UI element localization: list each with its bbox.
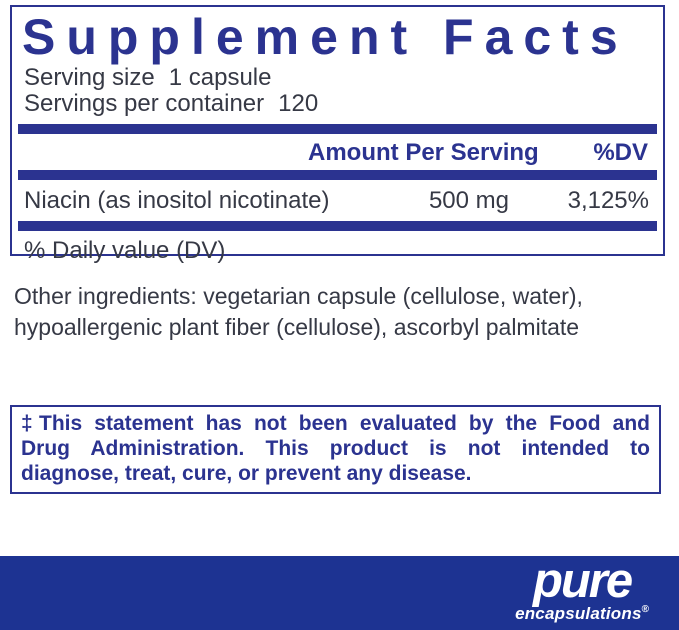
other-ingredients-line-1: Other ingredients: vegetarian capsule (cellulose, water), [14, 283, 583, 309]
serving-size-label: Serving size [24, 64, 155, 91]
disclaimer-line-1: ‡This statement has not been evaluated by the Food and [21, 412, 650, 435]
registered-trademark-icon: ® [641, 604, 649, 615]
serving-size-value: 1 capsule [168, 64, 272, 91]
fda-disclaimer-box [10, 405, 661, 494]
brand-band [0, 556, 679, 630]
supplement-facts-title: Supplement Facts [22, 9, 629, 65]
supplement-facts-panel [10, 5, 665, 264]
nutrient-dv: 3,125% [567, 187, 649, 214]
daily-value-footnote: % Daily value (DV) [24, 237, 226, 264]
divider-bar-bottom [18, 221, 657, 231]
table-row [12, 180, 663, 221]
divider-bar-top [18, 124, 657, 134]
percent-dv-header: %DV [593, 139, 648, 166]
servings-per-container-value: 120 [278, 90, 319, 117]
divider-bar-middle [18, 170, 657, 180]
brand-logo [515, 554, 649, 623]
servings-per-container-line [24, 91, 663, 117]
other-ingredients-section [14, 281, 674, 343]
servings-per-container-label: Servings per container [24, 90, 265, 117]
serving-size-line [24, 65, 663, 91]
nutrient-amount: 500 mg [428, 187, 509, 214]
brand-subtitle: encapsulations® [515, 604, 649, 623]
disclaimer-line-2: Drug Administration. This product is not intended to [21, 437, 650, 460]
nutrient-name: Niacin (as inositol nicotinate) [24, 187, 330, 214]
disclaimer-line-3: diagnose, treat, cure, or prevent any disease. [21, 462, 472, 485]
amount-per-serving-header: Amount Per Serving [308, 139, 539, 166]
brand-name: pure [532, 554, 632, 608]
table-header-row [12, 134, 663, 170]
other-ingredients-line-2: hypoallergenic plant fiber (cellulose), ascorbyl palmitate [14, 314, 580, 340]
